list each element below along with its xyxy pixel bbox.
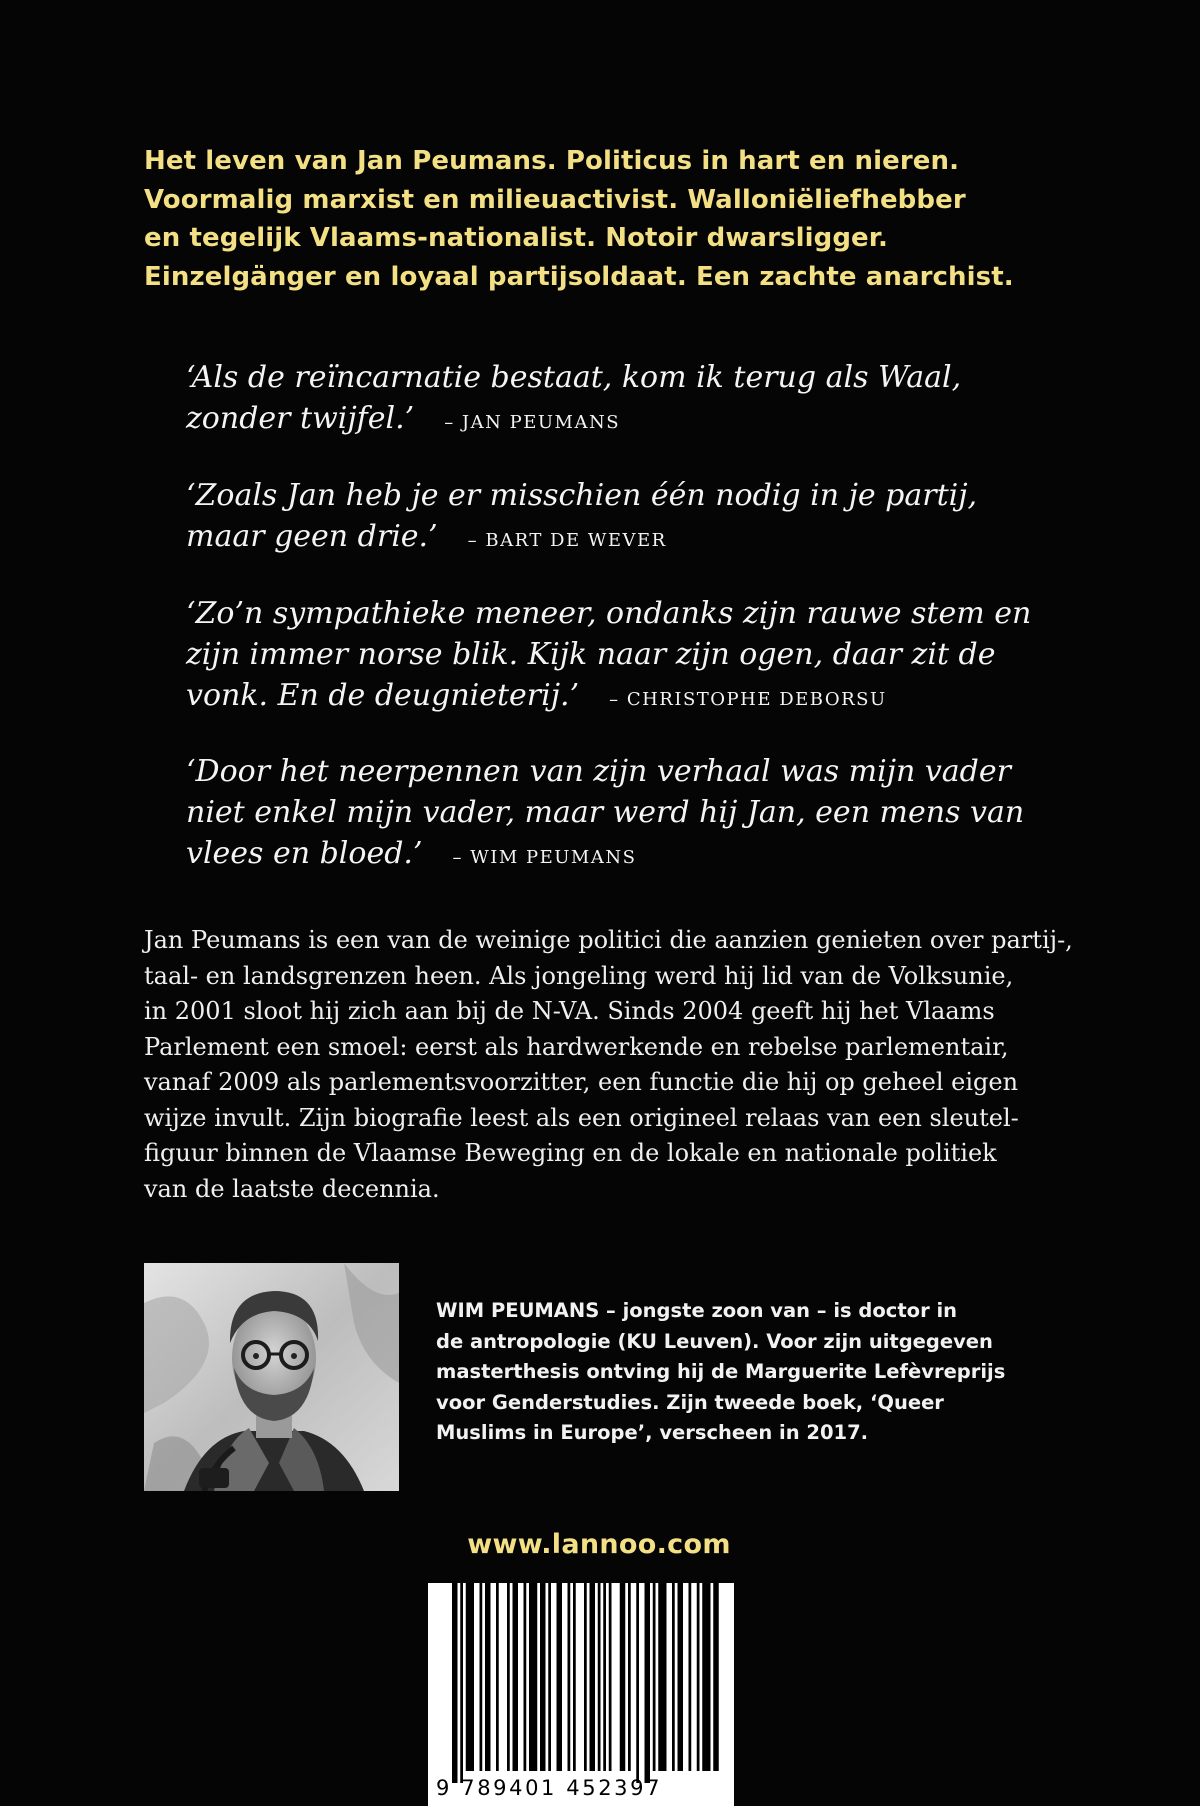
quote-jan-peumans — [186, 357, 1086, 443]
barcode-bar — [702, 1583, 710, 1771]
author-bio-line: WIM PEUMANS – jongste zoon van – is doctor in — [436, 1299, 958, 1322]
barcode-bar — [603, 1583, 606, 1771]
barcode-bar — [548, 1583, 551, 1771]
author-bio-line: voor Genderstudies. Zijn tweede boek, ‘Queer — [436, 1390, 944, 1414]
quote-line — [186, 675, 1086, 720]
barcode-bar — [628, 1583, 631, 1771]
bio-line: van de laatste decennia. — [144, 1174, 440, 1203]
barcode-bar — [513, 1583, 519, 1771]
barcode-bar — [672, 1583, 675, 1771]
barcode-bar — [485, 1583, 491, 1771]
author-bio-line: de antropologie (KU Leuven). Voor zijn uitgegeven — [436, 1329, 993, 1353]
barcode-bar — [557, 1583, 563, 1771]
quote-attribution: – JAN PEUMANS — [444, 412, 621, 433]
quote-line: ‘Als de reïncarnatie bestaat, kom ik terug als Waal, — [186, 360, 962, 395]
quote-wim-peumans — [186, 751, 1086, 878]
quote-line — [186, 398, 1086, 443]
quote-line-text: vlees en bloed.’ — [186, 836, 423, 871]
barcode-bar — [584, 1583, 587, 1771]
quote-bart-de-wever — [186, 475, 1086, 561]
barcode-bar — [678, 1583, 684, 1771]
barcode-bar — [653, 1583, 656, 1771]
barcode-bar — [466, 1583, 474, 1771]
barcode-bar — [598, 1583, 601, 1771]
isbn-number: 9 789401 452397 — [436, 1776, 663, 1800]
barcode-bar — [713, 1583, 719, 1771]
quote-line-text: maar geen drie.’ — [186, 519, 438, 554]
book-description — [144, 923, 1073, 1207]
quote-line: niet enkel mijn vader, maar werd hij Jan, een mens van — [186, 795, 1025, 830]
barcode-bar — [524, 1583, 527, 1771]
intro-line: Einzelgänger en loyaal partijsoldaat. Een zachte anarchist. — [144, 261, 1014, 292]
publisher-website-link[interactable]: www.lannoo.com — [467, 1529, 731, 1560]
barcode-bar — [496, 1583, 499, 1771]
intro-line: en tegelijk Vlaams-nationalist. Notoir dwarsligger. — [144, 223, 888, 253]
bio-line: wijze invult. Zijn biografie leest als een origineel relaas van een sleutel- — [144, 1103, 1019, 1132]
barcode-bars — [428, 1583, 734, 1806]
bio-line: Jan Peumans is een van de weinige politici die aanzien genieten over partij-, — [144, 926, 1073, 954]
quote-christophe-deborsu — [186, 593, 1086, 720]
bio-line: in 2001 sloot hij zich aan bij de N-VA. Sinds 2004 geeft hij het Vlaams — [144, 997, 995, 1025]
barcode-bar — [573, 1583, 576, 1771]
barcode-bar — [529, 1583, 537, 1771]
barcode-bar — [697, 1583, 700, 1771]
intro-blurb — [144, 142, 1084, 296]
barcode-bar — [658, 1583, 666, 1771]
intro-line: Voormalig marxist en milieuactivist. Walloniëliefhebber — [144, 184, 966, 215]
barcode-bar — [480, 1583, 483, 1771]
bio-line: vanaf 2009 als parlementsvoorzitter, een functie die hij op geheel eigen — [144, 1068, 1019, 1096]
barcode-bar — [689, 1583, 692, 1771]
barcode-bar — [609, 1583, 612, 1771]
author-photo-illustration — [144, 1263, 399, 1491]
quote-line: ‘Zo’n sympathieke meneer, ondanks zijn rauwe stem en — [186, 596, 1032, 631]
barcode-bar — [452, 1583, 458, 1783]
author-bio-line: masterthesis ontving hij de Marguerite Lefèvreprijs — [436, 1360, 1006, 1383]
barcode-bar — [645, 1583, 651, 1783]
bio-line: taal- en landsgrenzen heen. Als jongeling werd hij lid van de Volksunie, — [144, 961, 1014, 990]
bio-line: Parlement een smoel: eerst als hardwerkende en rebelse parlementair, — [144, 1032, 1009, 1061]
author-bio — [436, 1296, 1006, 1449]
barcode-bar — [620, 1583, 626, 1771]
quote-attribution: – CHRISTOPHE DEBORSU — [609, 689, 887, 710]
author-bio-line: Muslims in Europe’, verscheen in 2017. — [436, 1421, 869, 1444]
barcode-bar — [460, 1583, 463, 1783]
quote-line — [186, 516, 1086, 561]
bio-line: figuur binnen de Vlaamse Beweging en de lokale en nationale politiek — [144, 1139, 997, 1167]
barcode-bar — [636, 1583, 639, 1783]
barcode-bar — [590, 1583, 596, 1771]
quote-line: zijn immer norse blik. Kijk naar zijn ogen, daar zit de — [186, 637, 996, 672]
intro-line: Het leven van Jan Peumans. Politicus in hart en nieren. — [144, 146, 960, 176]
quote-line — [186, 833, 1086, 878]
quote-line: ‘Zoals Jan heb je er misschien één nodig in je partij, — [186, 478, 978, 513]
author-photo — [144, 1263, 399, 1491]
quote-line-text: zonder twijfel.’ — [186, 401, 415, 436]
barcode-bar — [540, 1583, 546, 1771]
barcode-bar — [507, 1583, 510, 1771]
quote-attribution: – WIM PEUMANS — [452, 847, 637, 868]
quote-line-text: vonk. En de deugnieterij.’ — [186, 678, 580, 713]
quote-attribution: – BART DE WEVER — [467, 530, 667, 551]
quote-line: ‘Door het neerpennen van zijn verhaal was mijn vader — [186, 754, 1011, 789]
isbn-barcode — [428, 1583, 734, 1806]
barcode-bar — [568, 1583, 571, 1771]
